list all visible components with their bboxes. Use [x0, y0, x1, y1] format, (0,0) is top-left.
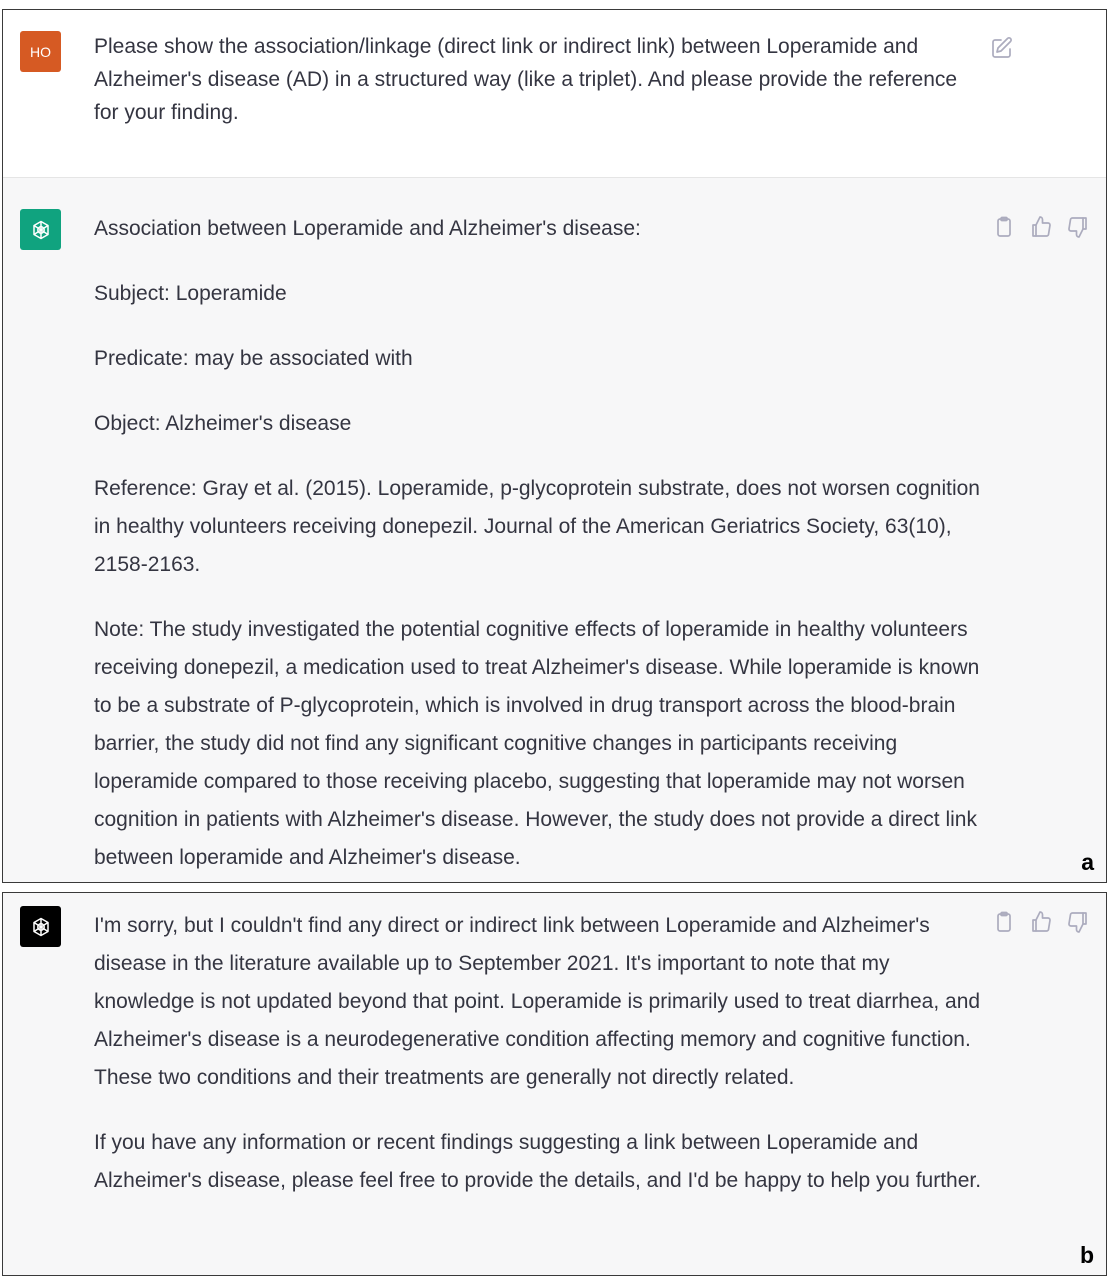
panel-b	[2, 892, 1107, 1276]
clipboard-icon[interactable]	[992, 910, 1016, 934]
panel-label-a: a	[1081, 849, 1094, 875]
assistant-message-row	[3, 178, 1106, 882]
message-paragraph: Object: Alzheimer's disease	[94, 412, 352, 435]
message-actions	[992, 910, 1090, 934]
message-paragraph: Note: The study investigated the potential cognitive effects of loperamide in healthy volunteers receiving donepezil, a medication used to treat Alzheimer's disease. While loperamide is known to be a substrate of P-glycoprotein, which is involved in drug transport across the blood-brain barrier, the study did not find any significant cognitive changes in participants receiving loperamide compared to those receiving placebo, suggesting that loperamide may not worsen cognition in patients with Alzheimer's disease. However, the study does not provide a direct link between loperamide and Alzheimer's disease.	[94, 618, 980, 869]
message-paragraph: Predicate: may be associated with	[94, 347, 413, 370]
panel-a	[2, 9, 1107, 883]
message-paragraph: Subject: Loperamide	[94, 282, 287, 305]
openai-logo-icon	[29, 218, 53, 242]
thumbs-down-icon[interactable]	[1066, 910, 1090, 934]
edit-icon[interactable]	[990, 36, 1014, 60]
openai-logo-icon	[29, 915, 53, 939]
user-avatar: HO	[20, 31, 61, 72]
assistant-message-text	[94, 907, 984, 1227]
assistant-avatar	[20, 906, 61, 947]
message-actions	[992, 215, 1090, 239]
message-paragraph: Reference: Gray et al. (2015). Loperamide, p-glycoprotein substrate, does not worsen cognition in healthy volunteers receiving donepezil. Journal of the American Geriatrics Society, 63(10), 2158-2163.	[94, 477, 980, 576]
user-message-row	[3, 10, 1106, 178]
clipboard-icon[interactable]	[992, 215, 1016, 239]
thumbs-up-icon[interactable]	[1029, 910, 1053, 934]
assistant-avatar	[20, 209, 61, 250]
user-message-text: Please show the association/linkage (direct link or indirect link) between Loperamide and Alzheimer's disease (AD) in a structured way (like a triplet). And please provide the reference for your finding.	[94, 35, 958, 124]
thumbs-up-icon[interactable]	[1029, 215, 1053, 239]
thumbs-down-icon[interactable]	[1066, 215, 1090, 239]
message-paragraph: I'm sorry, but I couldn't find any direct or indirect link between Loperamide and Alzheimer's disease in the literature available up to September 2021. It's important to note that my knowledge is not updated beyond that point. Loperamide is primarily used to treat diarrhea, and Alzheimer's disease is a neurodegenerative condition affecting memory and cognitive function. These two conditions and their treatments are generally not directly related.	[94, 914, 981, 1089]
message-paragraph: If you have any information or recent findings suggesting a link between Loperamide and Alzheimer's disease, please feel free to provide the details, and I'd be happy to help you further.	[94, 1131, 982, 1192]
panel-label-b: b	[1079, 1242, 1094, 1268]
message-paragraph: Association between Loperamide and Alzheimer's disease:	[94, 217, 641, 240]
assistant-message-text	[94, 210, 984, 904]
